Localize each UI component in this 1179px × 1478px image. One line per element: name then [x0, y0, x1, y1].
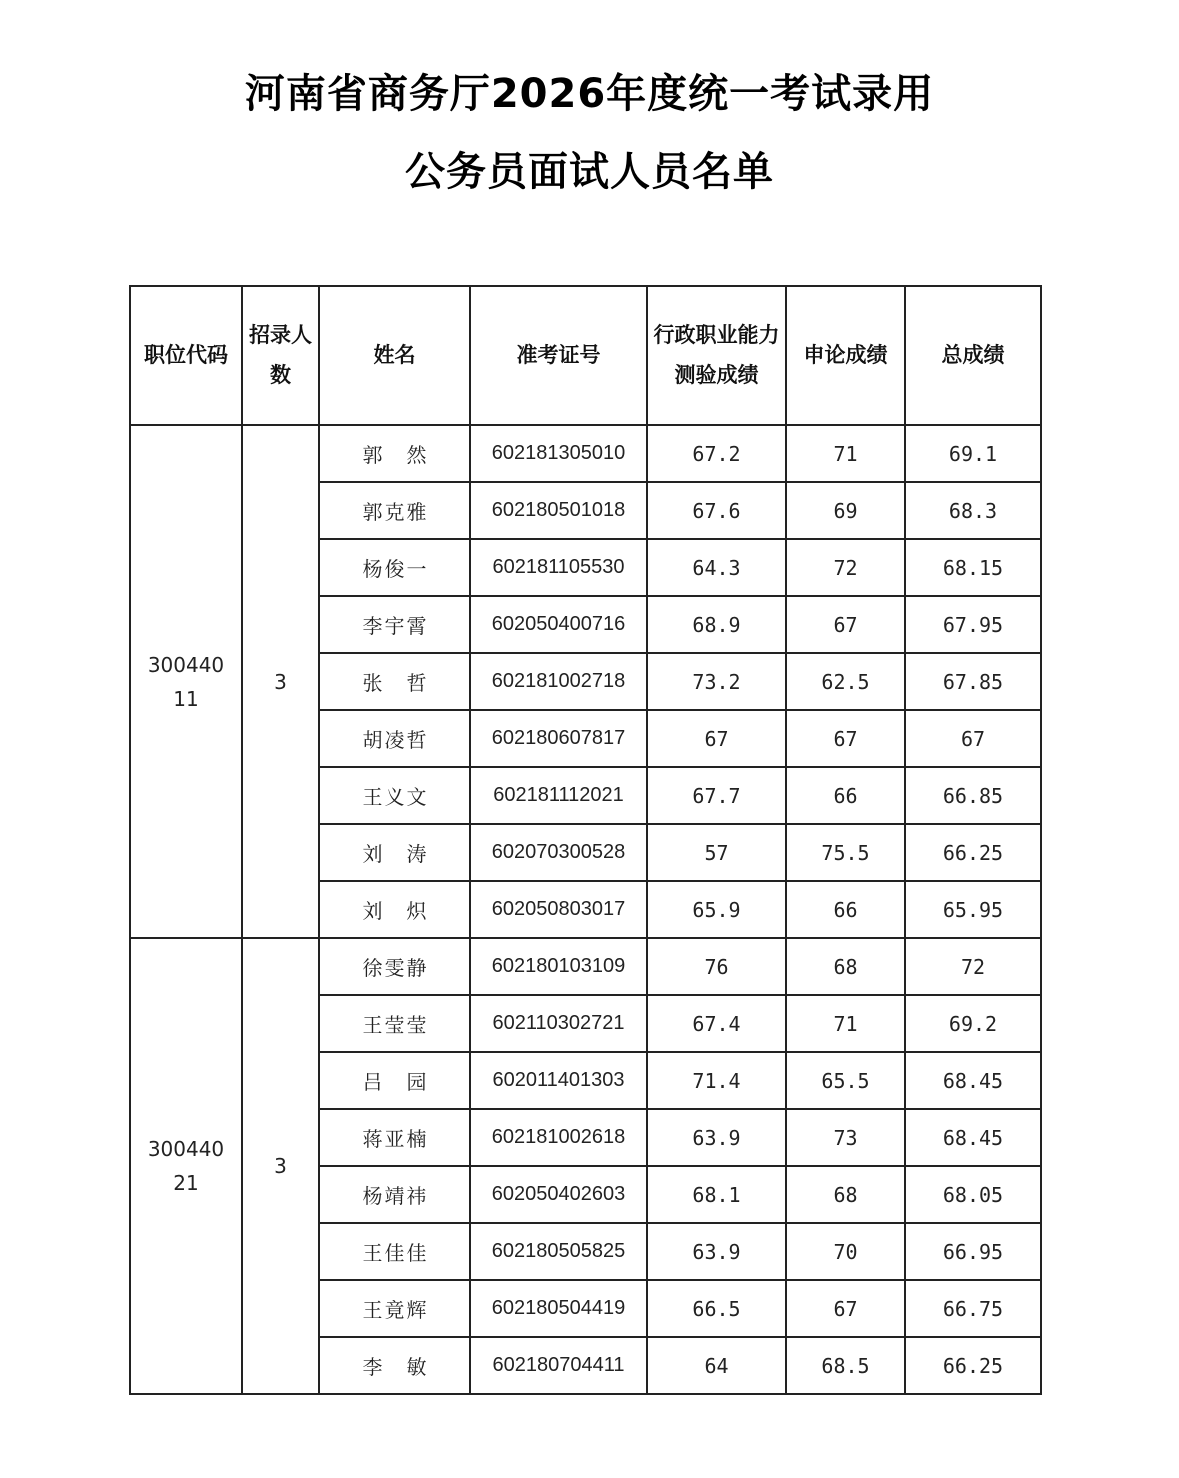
essay-score-cell: 73 — [786, 1109, 905, 1166]
candidate-name: 郭 然 — [362, 443, 427, 467]
quota-cell: 3 — [242, 938, 319, 1394]
ticket-number-cell: 602070300528 — [470, 824, 647, 881]
aptitude-score-cell: 64 — [647, 1337, 786, 1394]
candidate-name: 王竟辉 — [362, 1298, 427, 1322]
candidate-name: 蒋亚楠 — [362, 1127, 427, 1151]
candidate-name: 李宇霄 — [362, 614, 427, 638]
candidate-name: 李 敏 — [362, 1355, 427, 1379]
header-aptitude-score: 行政职业能力测验成绩 — [647, 286, 786, 425]
aptitude-score-cell: 67 — [647, 710, 786, 767]
table-row — [130, 938, 1041, 995]
ticket-number-cell: 602180505825 — [470, 1223, 647, 1280]
table-row — [130, 425, 1041, 482]
total-score-cell: 68.15 — [905, 539, 1041, 596]
ticket-number-cell: 602011401303 — [470, 1052, 647, 1109]
candidate-name-cell — [319, 1280, 470, 1337]
aptitude-score-cell: 68.1 — [647, 1166, 786, 1223]
essay-score-cell: 66 — [786, 767, 905, 824]
aptitude-score-cell: 63.9 — [647, 1109, 786, 1166]
ticket-number-cell: 602181002618 — [470, 1109, 647, 1166]
total-score-cell: 65.95 — [905, 881, 1041, 938]
candidate-name-cell — [319, 1166, 470, 1223]
total-score-cell: 66.25 — [905, 1337, 1041, 1394]
essay-score-cell: 67 — [786, 710, 905, 767]
aptitude-score-cell: 73.2 — [647, 653, 786, 710]
candidate-name-cell — [319, 824, 470, 881]
ticket-number-cell: 602180103109 — [470, 938, 647, 995]
essay-score-cell: 72 — [786, 539, 905, 596]
essay-score-cell: 69 — [786, 482, 905, 539]
essay-score-cell: 70 — [786, 1223, 905, 1280]
ticket-number-cell: 602180704411 — [470, 1337, 647, 1394]
ticket-number-cell: 602181002718 — [470, 653, 647, 710]
header-total-score: 总成绩 — [905, 286, 1041, 425]
header-essay-score: 申论成绩 — [786, 286, 905, 425]
candidate-name: 胡凌哲 — [362, 728, 427, 752]
candidate-name-cell — [319, 653, 470, 710]
total-score-cell: 67.95 — [905, 596, 1041, 653]
aptitude-score-cell: 65.9 — [647, 881, 786, 938]
total-score-cell: 67 — [905, 710, 1041, 767]
aptitude-score-cell: 57 — [647, 824, 786, 881]
aptitude-score-cell: 66.5 — [647, 1280, 786, 1337]
candidate-name: 刘 炽 — [362, 899, 427, 923]
total-score-cell: 68.45 — [905, 1052, 1041, 1109]
total-score-cell: 68.3 — [905, 482, 1041, 539]
total-score-cell: 69.1 — [905, 425, 1041, 482]
total-score-cell: 66.95 — [905, 1223, 1041, 1280]
candidate-name-cell — [319, 1052, 470, 1109]
candidate-name-cell — [319, 482, 470, 539]
candidate-name: 杨俊一 — [362, 557, 427, 581]
aptitude-score-cell: 67.4 — [647, 995, 786, 1052]
candidate-name-cell — [319, 767, 470, 824]
aptitude-score-cell: 63.9 — [647, 1223, 786, 1280]
essay-score-cell: 67 — [786, 596, 905, 653]
aptitude-score-cell: 67.2 — [647, 425, 786, 482]
candidate-name: 王佳佳 — [362, 1241, 427, 1265]
interview-roster-table — [129, 285, 1042, 1395]
essay-score-cell: 68 — [786, 938, 905, 995]
position-code-cell: 30044011 — [130, 425, 242, 938]
essay-score-cell: 71 — [786, 995, 905, 1052]
aptitude-score-cell: 76 — [647, 938, 786, 995]
candidate-name: 杨靖祎 — [362, 1184, 427, 1208]
header-row — [130, 286, 1041, 425]
total-score-cell: 66.75 — [905, 1280, 1041, 1337]
ticket-number-cell: 602180607817 — [470, 710, 647, 767]
header-ticket-number: 准考证号 — [470, 286, 647, 425]
document-title-line-1: 河南省商务厅2026年度统一考试录用 — [244, 71, 935, 117]
candidate-name: 徐雯静 — [362, 956, 427, 980]
essay-score-cell: 68.5 — [786, 1337, 905, 1394]
quota-cell: 3 — [242, 425, 319, 938]
essay-score-cell: 68 — [786, 1166, 905, 1223]
ticket-number-cell: 602110302721 — [470, 995, 647, 1052]
candidate-name: 吕 园 — [362, 1070, 427, 1094]
ticket-number-cell: 602181105530 — [470, 539, 647, 596]
candidate-name-cell — [319, 881, 470, 938]
aptitude-score-cell: 68.9 — [647, 596, 786, 653]
candidate-name-cell — [319, 1337, 470, 1394]
total-score-cell: 68.45 — [905, 1109, 1041, 1166]
ticket-number-cell: 602050400716 — [470, 596, 647, 653]
ticket-number-cell: 602180504419 — [470, 1280, 647, 1337]
total-score-cell: 69.2 — [905, 995, 1041, 1052]
total-score-cell: 72 — [905, 938, 1041, 995]
essay-score-cell: 66 — [786, 881, 905, 938]
header-position-code: 职位代码 — [130, 286, 242, 425]
total-score-cell: 66.85 — [905, 767, 1041, 824]
essay-score-cell: 65.5 — [786, 1052, 905, 1109]
candidate-name: 王莹莹 — [362, 1013, 427, 1037]
total-score-cell: 66.25 — [905, 824, 1041, 881]
ticket-number-cell: 602050803017 — [470, 881, 647, 938]
candidate-name-cell — [319, 596, 470, 653]
candidate-name-cell — [319, 1223, 470, 1280]
aptitude-score-cell: 67.7 — [647, 767, 786, 824]
candidate-name: 刘 涛 — [362, 842, 427, 866]
candidate-name: 王义文 — [362, 785, 427, 809]
essay-score-cell: 67 — [786, 1280, 905, 1337]
aptitude-score-cell: 67.6 — [647, 482, 786, 539]
aptitude-score-cell: 71.4 — [647, 1052, 786, 1109]
header-name: 姓名 — [319, 286, 470, 425]
candidate-name: 郭克雅 — [362, 500, 427, 524]
candidate-name-cell — [319, 995, 470, 1052]
essay-score-cell: 71 — [786, 425, 905, 482]
candidate-name-cell — [319, 1109, 470, 1166]
ticket-number-cell: 602181305010 — [470, 425, 647, 482]
ticket-number-cell: 602050402603 — [470, 1166, 647, 1223]
candidate-name-cell — [319, 425, 470, 482]
candidate-name: 张 哲 — [362, 671, 427, 695]
roster-body — [130, 425, 1041, 1394]
candidate-name-cell — [319, 539, 470, 596]
total-score-cell: 67.85 — [905, 653, 1041, 710]
position-code-cell: 30044021 — [130, 938, 242, 1394]
ticket-number-cell: 602180501018 — [470, 482, 647, 539]
candidate-name-cell — [319, 938, 470, 995]
essay-score-cell: 75.5 — [786, 824, 905, 881]
essay-score-cell: 62.5 — [786, 653, 905, 710]
candidate-name-cell — [319, 710, 470, 767]
header-quota: 招录人数 — [242, 286, 319, 425]
document-title-line-2: 公务员面试人员名单 — [405, 149, 774, 195]
total-score-cell: 68.05 — [905, 1166, 1041, 1223]
ticket-number-cell: 602181112021 — [470, 767, 647, 824]
aptitude-score-cell: 64.3 — [647, 539, 786, 596]
